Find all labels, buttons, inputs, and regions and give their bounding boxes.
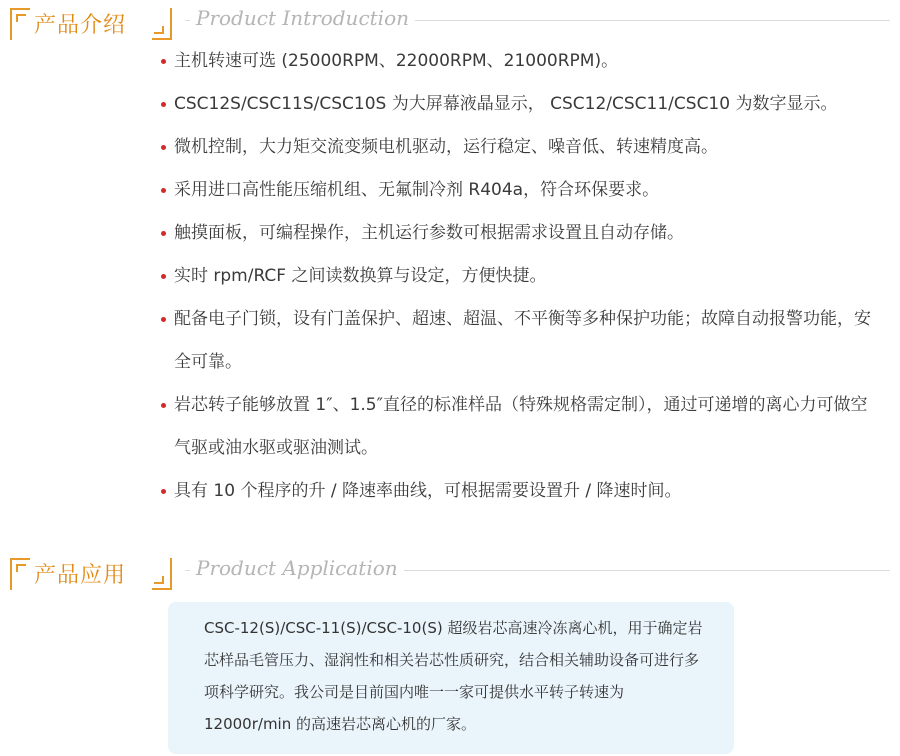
heading-frame-right: [152, 558, 172, 590]
feature-item: 岩芯转子能够放置 1″、1.5″直径的标准样品（特殊规格需定制），通过可递增的离心力可做空气驱或油水驱或驱油测试。: [160, 384, 880, 470]
heading-frame-right: [152, 8, 172, 40]
feature-list: [160, 40, 880, 513]
feature-item: 主机转速可选 (25000RPM、22000RPM、21000RPM)。: [160, 40, 880, 83]
feature-item: 具有 10 个程序的升 / 降速率曲线，可根据需要设置升 / 降速时间。: [160, 470, 880, 513]
application-subtitle: Product Application: [190, 556, 404, 580]
feature-item: 采用进口高性能压缩机组、无氟制冷剂 R404a，符合环保要求。: [160, 169, 880, 212]
application-box: [168, 602, 734, 754]
application-heading: [0, 552, 900, 602]
intro-subtitle: Product Introduction: [190, 6, 415, 30]
feature-item: 微机控制，大力矩交流变频电机驱动，运行稳定、噪音低、转速精度高。: [160, 126, 880, 169]
feature-item: 触摸面板，可编程操作，主机运行参数可根据需求设置且自动存储。: [160, 212, 880, 255]
application-text: CSC-12(S)/CSC-11(S)/CSC-10(S) 超级岩芯高速冷冻离心机，用于确定岩芯样品毛管压力、湿润性和相关岩芯性质研究，结合相关辅助设备可进行多项科学研究。我公司是目前国内唯一一家可提供水平转子转速为 12000r/min 的高速岩芯离心机的厂家。: [204, 619, 703, 733]
application-title: 产品应用: [30, 558, 130, 589]
intro-title: 产品介绍: [30, 8, 130, 39]
feature-item: CSC12S/CSC11S/CSC10S 为大屏幕液晶显示， CSC12/CSC11/CSC10 为数字显示。: [160, 83, 880, 126]
feature-item: 实时 rpm/RCF 之间读数换算与设定，方便快捷。: [160, 255, 880, 298]
feature-item: 配备电子门锁，设有门盖保护、超速、超温、不平衡等多种保护功能；故障自动报警功能，安全可靠。: [160, 298, 880, 384]
